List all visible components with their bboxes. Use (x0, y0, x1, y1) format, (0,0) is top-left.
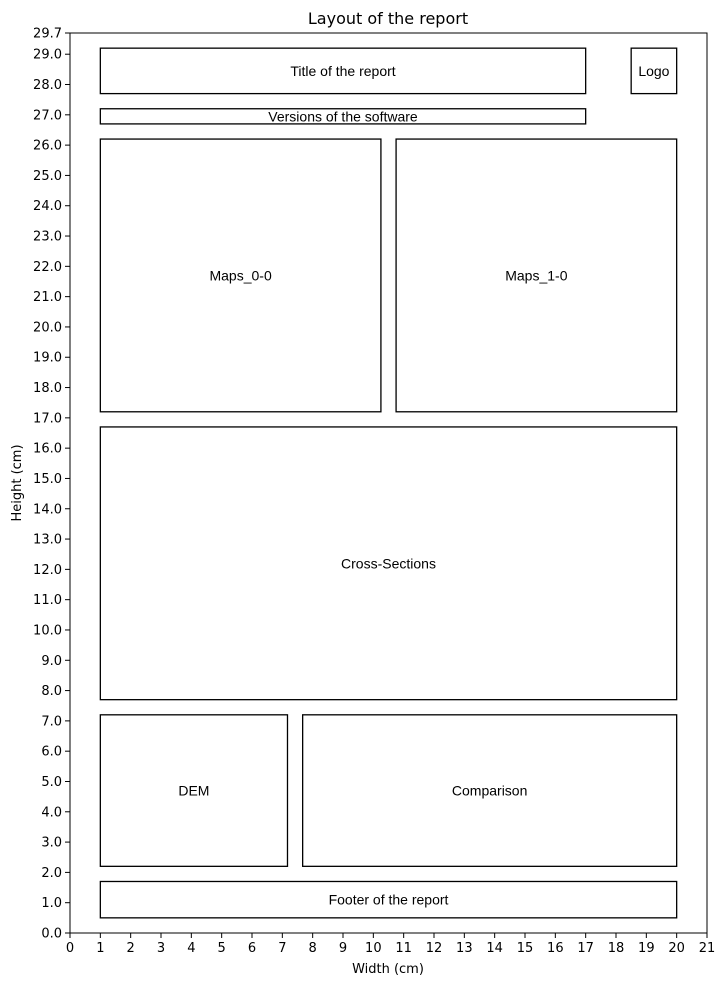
y-tick-label: 5.0 (41, 774, 62, 790)
y-tick-label: 20.0 (33, 320, 62, 336)
layout-box-label: Title of the report (290, 62, 396, 79)
x-axis-ticks (66, 933, 715, 956)
x-tick-label: 5 (217, 941, 226, 956)
x-tick-label: 11 (395, 941, 412, 956)
chart-title: Layout of the report (307, 9, 469, 28)
layout-box-label: Versions of the software (268, 108, 418, 125)
y-tick-label: 26.0 (33, 138, 62, 154)
layout-box-label: Cross-Sections (341, 555, 436, 572)
layout-box-label: Comparison (451, 782, 528, 799)
y-tick-label: 21.0 (33, 290, 62, 306)
y-tick-label: 4.0 (41, 805, 62, 821)
y-tick-label: 23.0 (33, 229, 62, 245)
layout-boxes (100, 48, 676, 918)
x-tick-label: 2 (126, 941, 135, 956)
y-tick-label: 28.0 (33, 78, 62, 94)
x-tick-label: 21 (698, 941, 716, 956)
x-tick-label: 12 (425, 941, 443, 956)
layout-box-label: Maps_1-0 (505, 267, 568, 284)
layout-box-label: Footer of the report (328, 891, 449, 908)
x-tick-label: 17 (577, 941, 594, 956)
x-tick-label: 14 (486, 941, 503, 956)
layout-box-label: Maps_0-0 (209, 267, 272, 284)
x-tick-label: 13 (456, 941, 473, 956)
x-tick-label: 9 (338, 941, 348, 956)
x-tick-label: 20 (668, 941, 685, 956)
x-tick-label: 18 (607, 941, 625, 956)
y-tick-label: 24.0 (33, 199, 62, 215)
y-tick-label: 22.0 (33, 259, 62, 275)
x-tick-label: 15 (516, 941, 534, 956)
plot-frame (70, 33, 707, 933)
y-tick-label: 1.0 (41, 896, 62, 912)
y-tick-label: 12.0 (33, 562, 62, 578)
y-tick-label: 0.0 (41, 926, 62, 942)
y-tick-label: 29.7 (33, 26, 62, 42)
y-tick-label: 8.0 (41, 684, 62, 700)
y-tick-label: 6.0 (41, 744, 62, 760)
x-tick-label: 4 (187, 941, 196, 956)
y-tick-label: 29.0 (33, 47, 62, 63)
x-tick-label: 7 (278, 941, 287, 956)
x-tick-label: 6 (247, 941, 257, 956)
y-axis-ticks (33, 27, 70, 942)
x-tick-label: 19 (638, 941, 655, 956)
y-tick-label: 19.0 (33, 350, 62, 366)
y-axis-label: Height (cm) (10, 444, 25, 522)
y-tick-label: 16.0 (33, 441, 62, 457)
x-tick-label: 10 (365, 941, 382, 956)
x-axis-label: Width (cm) (352, 962, 424, 977)
layout-box-label: Logo (638, 62, 670, 79)
y-tick-label: 14.0 (33, 502, 62, 518)
y-tick-label: 3.0 (41, 835, 62, 851)
y-tick-label: 2.0 (41, 865, 62, 881)
layout-box-label: DEM (178, 782, 210, 799)
y-tick-label: 10.0 (33, 623, 62, 639)
y-tick-label: 11.0 (33, 593, 62, 609)
y-tick-label: 17.0 (33, 411, 62, 427)
y-tick-label: 27.0 (33, 108, 62, 124)
x-tick-label: 8 (308, 941, 317, 956)
x-tick-label: 3 (156, 941, 166, 956)
x-tick-label: 16 (547, 941, 564, 956)
y-tick-label: 13.0 (33, 532, 62, 548)
y-tick-label: 7.0 (41, 714, 62, 730)
x-tick-label: 0 (65, 941, 75, 956)
x-tick-label: 1 (96, 941, 105, 956)
y-tick-label: 15.0 (33, 471, 62, 487)
y-tick-label: 9.0 (41, 653, 62, 669)
y-tick-label: 18.0 (33, 381, 62, 397)
y-tick-label: 25.0 (33, 168, 62, 184)
